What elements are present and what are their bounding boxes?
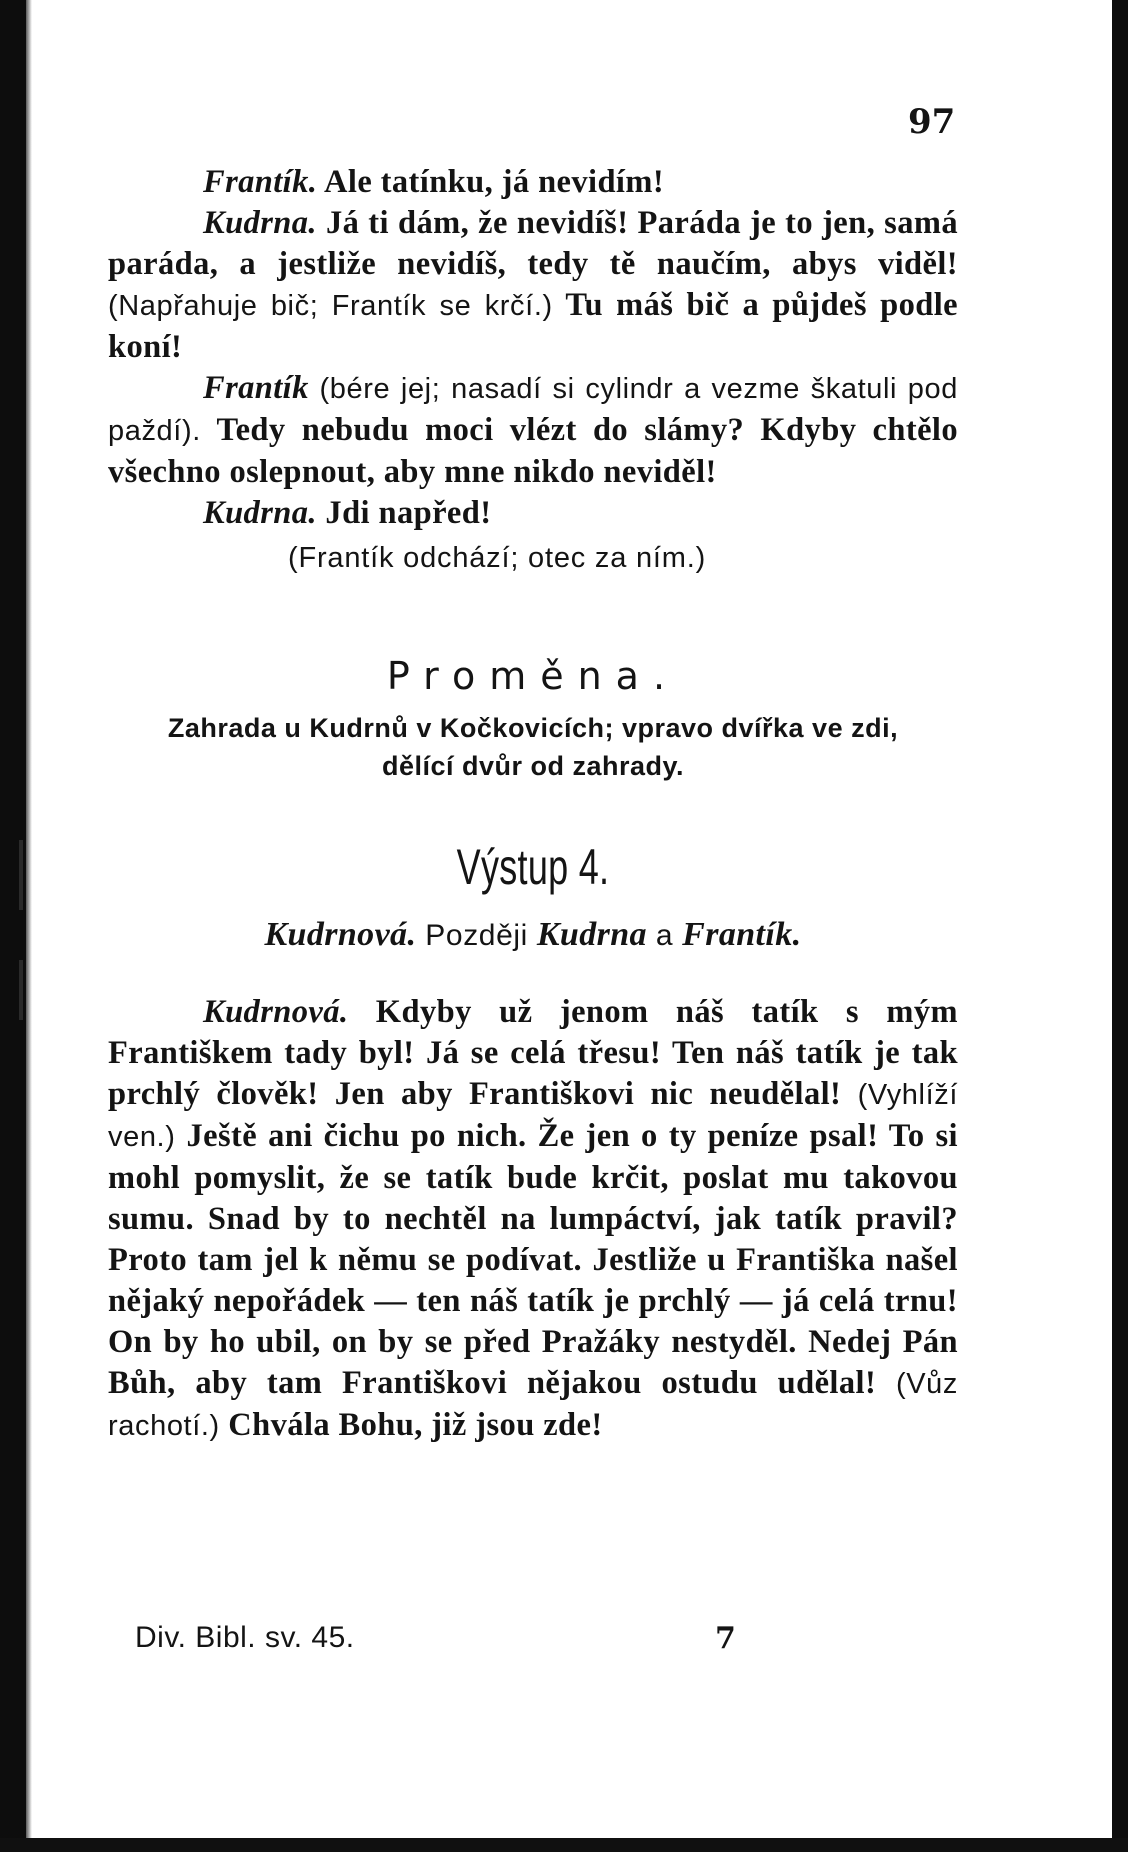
signature-label: Div. Bibl. sv. 45.: [135, 1621, 355, 1654]
signature-mark: 7: [715, 1621, 736, 1656]
page-number: 97: [908, 102, 956, 142]
dialogue-text: Já ti dám, že nevidíš! Paráda je to jen, samá paráda, a jestliže nevidíš, tedy tě naučím, abys viděl!: [108, 205, 958, 282]
cast-note: Později: [416, 919, 537, 952]
scene-heading: Výstup 4.: [456, 839, 610, 895]
cast-member: Kudrna: [536, 916, 647, 953]
dialogue-text: Tedy nebudu moci vlézt do slámy? Kdyby chtělo všechno oslepnout, aby mne nikdo neviděl!: [108, 412, 958, 490]
cast-list: [108, 913, 958, 958]
speaker-name: Kudrna.: [203, 205, 317, 241]
speaker-name: Kudrna.: [203, 495, 317, 531]
scene-description: [108, 709, 958, 785]
gutter-mark: [19, 960, 23, 1020]
dialogue-line: [108, 203, 958, 368]
spine-edge-gradient: [26, 0, 32, 1852]
speaker-name: Frantík: [203, 370, 309, 406]
dialogue-line: [108, 162, 958, 203]
bottom-page-edge: [0, 1838, 1128, 1852]
book-spine-shadow: [0, 0, 26, 1852]
stage-direction: (bére jej; nasadí si cylindr a vezme škatuli pod paždí).: [108, 373, 958, 447]
gutter-mark: [19, 840, 23, 910]
stage-direction: (Vůz rachotí.): [108, 1368, 958, 1442]
page-body: [108, 95, 958, 1447]
scene-change-title: Proměna.: [386, 654, 680, 698]
stage-direction: (Napřahuje bič; Frantík se krčí.): [108, 290, 553, 322]
scene-description-line: dělící dvůr od zahrady.: [381, 751, 685, 781]
scene-description-line: Zahrada u Kudrnů v Kočkovicích; vpravo dvířka ve zdi,: [167, 713, 899, 743]
speaker-name: Frantík.: [203, 164, 318, 200]
right-page-edge: [1112, 0, 1128, 1852]
dialogue-text: Kdyby už jenom náš tatík s mým Františkem tady byl! Já se celá třesu! Ten náš tatík je tak prchlý člověk! Jen aby Františkovi nic neudělal!: [108, 994, 958, 1112]
dialogue-text: Chvála Bohu, již jsou zde!: [219, 1407, 603, 1443]
dialogue-text: Tu máš bič a půjdeš podle koní!: [108, 287, 958, 365]
speaker-name: Kudrnová.: [203, 994, 349, 1030]
cast-conjunction: a: [646, 919, 683, 952]
dialogue-text: Ale tatínku, já nevidím!: [317, 164, 665, 200]
cast-member: Frantík.: [682, 916, 802, 953]
stage-direction-block: (Frantík odchází; otec za ním.): [288, 542, 707, 574]
dialogue-text: Ještě ani čichu po nich. Že jen o ty peníze psal! To si mohl pomyslit, že se tatík bude krčit, poslat mu takovou sumu. Snad by to nechtěl na lumpáctví, jak tatík pravil? Proto tam jel k němu se podívat. Jestliže u Františka našel nějaký nepořádek — ten náš tatík je prchlý — já celá trnu! On by ho ubil, on by se před Pražáky nestyděl. Nedej Pán Bůh, aby tam Františkovi nějakou ostudu udělal!: [108, 1118, 958, 1401]
monologue: [108, 992, 958, 1447]
stage-direction: (Vyhlíží ven.): [108, 1079, 958, 1153]
dialogue-line: [108, 493, 958, 534]
dialogue-line: [108, 368, 958, 493]
dialogue-text: Jdi napřed!: [316, 495, 492, 531]
cast-member: Kudrnová.: [264, 916, 417, 953]
